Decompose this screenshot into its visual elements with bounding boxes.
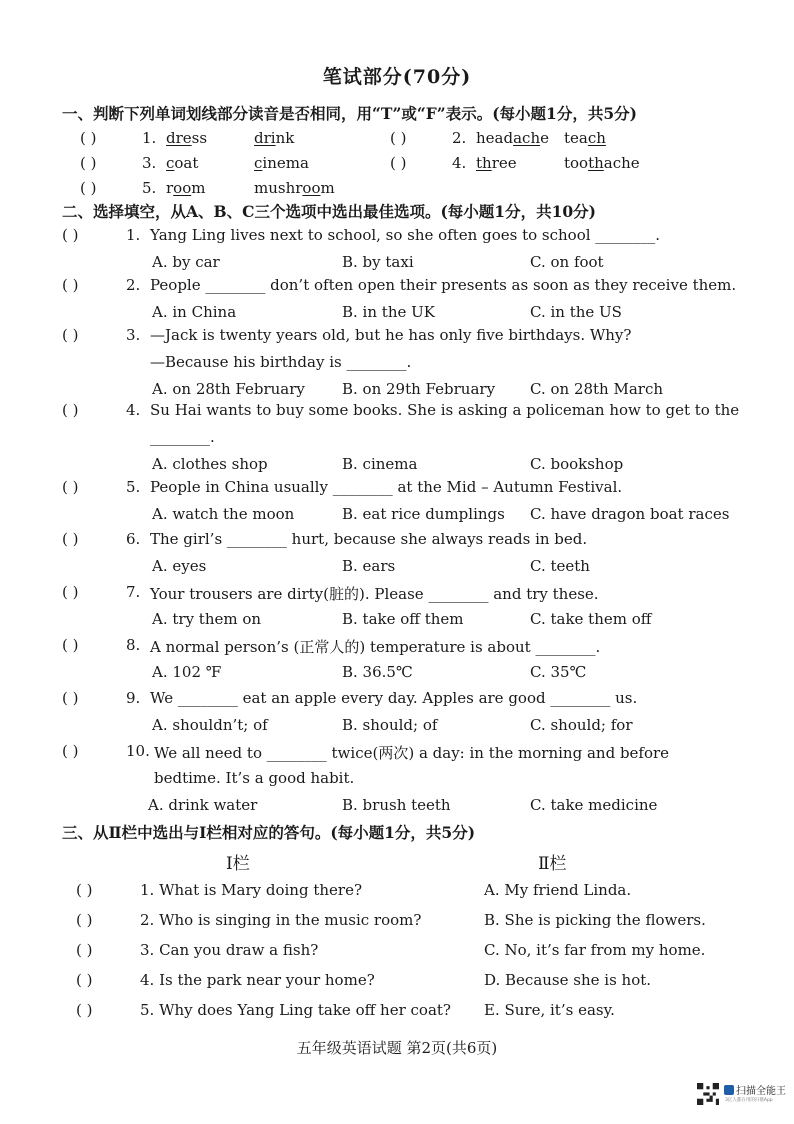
word-underlined: c (254, 154, 263, 172)
section2-heading: 二、选择填空，从A、B、C三个选项中选出最佳选项。(每小题1分，共10分) (62, 202, 596, 221)
option-c: C. should; for (530, 716, 633, 734)
option-b: B. ears (342, 557, 396, 575)
word-1 (476, 129, 549, 147)
option-a: A. in China (152, 303, 237, 321)
option-c: C. have dragon boat races (530, 505, 730, 523)
answer-paren: ( ) (62, 326, 79, 344)
question-text: We all need to ________ twice(两次) a day: in the morning and before (154, 744, 670, 762)
option-a: A. drink water (148, 796, 258, 814)
option-a: A. watch the moon (152, 505, 295, 523)
word-part: tea (564, 129, 588, 147)
word-underlined: dri (254, 129, 276, 147)
answer-paren: ( ) (80, 129, 97, 147)
answer-paren: ( ) (80, 154, 97, 172)
match-answer: D. Because she is hot. (484, 971, 652, 989)
match-question: 5. Why does Yang Ling take off her coat? (140, 1001, 451, 1019)
answer-paren: ( ) (62, 478, 79, 496)
word-underlined: ch (587, 129, 606, 147)
word-underlined: oo (173, 179, 192, 197)
page-title: 笔试部分(70分) (322, 66, 472, 88)
option-c: C. take them off (530, 610, 652, 628)
column-2-header: Ⅱ栏 (538, 854, 567, 874)
page-footer: 五年级英语试题 第2页(共6页) (296, 1039, 498, 1057)
word-underlined: ach (513, 129, 541, 147)
match-answer: C. No, it’s far from my home. (484, 941, 706, 959)
answer-paren: ( ) (390, 129, 407, 147)
word-1 (166, 179, 205, 197)
word-part: m (320, 179, 335, 197)
option-c: C. on foot (530, 253, 604, 271)
match-answer: E. Sure, it’s easy. (484, 1001, 615, 1019)
question-text: bedtime. It’s a good habit. (154, 769, 355, 787)
word-2 (254, 179, 335, 197)
option-c: C. bookshop (530, 455, 624, 473)
word-underlined: th (476, 154, 492, 172)
question-number: 4. (452, 154, 467, 172)
word-1 (476, 154, 517, 172)
option-b: B. eat rice dumplings (342, 505, 505, 523)
option-b: B. in the UK (342, 303, 435, 321)
option-a: A. try them on (152, 610, 262, 628)
option-c: C. on 28th March (530, 380, 664, 398)
answer-paren: ( ) (62, 636, 79, 654)
option-c: C. in the US (530, 303, 622, 321)
option-a: A. shouldn’t; of (152, 716, 268, 734)
question-text: —Because his birthday is ________. (150, 353, 412, 371)
answer-paren: ( ) (62, 530, 79, 548)
word-part: head (476, 129, 514, 147)
word-underlined: dre (166, 129, 192, 147)
word-part: m (191, 179, 206, 197)
scanner-logo-icon (724, 1085, 734, 1095)
word-part: ache (603, 154, 640, 172)
question-text: Yang Ling lives next to school, so she often goes to school ________. (150, 226, 661, 244)
word-1 (166, 129, 207, 147)
answer-paren: ( ) (62, 583, 79, 601)
word-part: inema (262, 154, 309, 172)
word-2 (564, 154, 640, 172)
question-number: 7. (126, 583, 141, 601)
question-text: People ________ don’t often open their presents as soon as they receive them. (150, 276, 737, 294)
option-a: A. clothes shop (152, 455, 268, 473)
scanner-watermark-title: 扫描全能王 (736, 1086, 786, 1097)
qr-code-icon (697, 1083, 719, 1105)
option-b: B. take off them (342, 610, 464, 628)
question-number: 8. (126, 636, 141, 654)
question-text: ________. (150, 428, 215, 446)
question-text: Your trousers are dirty(脏的). Please ________ and try these. (150, 585, 599, 603)
answer-paren: ( ) (76, 1001, 93, 1019)
option-a: A. eyes (152, 557, 207, 575)
word-2 (564, 129, 606, 147)
word-part: oat (174, 154, 199, 172)
option-c: C. teeth (530, 557, 590, 575)
question-number: 2. (126, 276, 141, 294)
section1-heading: 一、判断下列单词划线部分读音是否相同，用“T”或“F”表示。(每小题1分，共5分) (62, 104, 637, 123)
question-number: 1. (142, 129, 157, 147)
option-b: B. brush teeth (342, 796, 451, 814)
answer-paren: ( ) (76, 881, 93, 899)
answer-paren: ( ) (62, 689, 79, 707)
answer-paren: ( ) (62, 742, 79, 760)
match-question: 3. Can you draw a fish? (140, 941, 319, 959)
option-a: A. 102 ℉ (152, 663, 222, 681)
word-part: too (564, 154, 589, 172)
match-question: 2. Who is singing in the music room? (140, 911, 422, 929)
question-number: 4. (126, 401, 141, 419)
question-text: Su Hai wants to buy some books. She is asking a policeman how to get to the (150, 401, 740, 419)
scanner-watermark-subtitle: 3亿人都在用的扫描App (725, 1098, 773, 1103)
question-text: The girl’s ________ hurt, because she always reads in bed. (150, 530, 588, 548)
option-b: B. 36.5℃ (342, 663, 413, 681)
word-1 (166, 154, 198, 172)
option-a: A. on 28th February (152, 380, 305, 398)
question-number: 9. (126, 689, 141, 707)
question-text: A normal person’s (正常人的) temperature is about ________. (150, 638, 601, 656)
question-number: 10. (126, 742, 150, 760)
question-number: 3. (126, 326, 141, 344)
question-text: —Jack is twenty years old, but he has only five birthdays. Why? (150, 326, 632, 344)
question-number: 1. (126, 226, 141, 244)
word-underlined: oo (302, 179, 321, 197)
match-answer: B. She is picking the flowers. (484, 911, 706, 929)
answer-paren: ( ) (390, 154, 407, 172)
option-b: B. should; of (342, 716, 438, 734)
question-number: 6. (126, 530, 141, 548)
answer-paren: ( ) (76, 911, 93, 929)
option-a: A. by car (152, 253, 220, 271)
question-number: 5. (142, 179, 157, 197)
option-b: B. cinema (342, 455, 418, 473)
question-text: People in China usually ________ at the Mid – Autumn Festival. (150, 478, 623, 496)
word-2 (254, 129, 294, 147)
word-2 (254, 154, 309, 172)
match-answer: A. My friend Linda. (484, 881, 632, 899)
answer-paren: ( ) (76, 941, 93, 959)
answer-paren: ( ) (76, 971, 93, 989)
answer-paren: ( ) (62, 401, 79, 419)
match-question: 4. Is the park near your home? (140, 971, 375, 989)
section3-heading: 三、从Ⅱ栏中选出与Ⅰ栏相对应的答句。(每小题1分，共5分) (62, 823, 476, 842)
answer-paren: ( ) (62, 276, 79, 294)
word-underlined: th (588, 154, 604, 172)
option-b: B. on 29th February (342, 380, 496, 398)
word-part: r (166, 179, 174, 197)
option-c: C. take medicine (530, 796, 658, 814)
answer-paren: ( ) (62, 226, 79, 244)
word-underlined: c (166, 154, 175, 172)
question-number: 3. (142, 154, 157, 172)
option-c: C. 35℃ (530, 663, 587, 681)
word-part: nk (275, 129, 295, 147)
answer-paren: ( ) (80, 179, 97, 197)
word-part: e (540, 129, 549, 147)
match-question: 1. What is Mary doing there? (140, 881, 362, 899)
question-number: 2. (452, 129, 467, 147)
question-text: We ________ eat an apple every day. Apples are good ________ us. (150, 689, 638, 707)
column-1-header: Ⅰ栏 (226, 854, 250, 874)
word-part: ss (191, 129, 208, 147)
question-number: 5. (126, 478, 141, 496)
word-part: ree (491, 154, 517, 172)
word-part: mushr (254, 179, 303, 197)
option-b: B. by taxi (342, 253, 414, 271)
